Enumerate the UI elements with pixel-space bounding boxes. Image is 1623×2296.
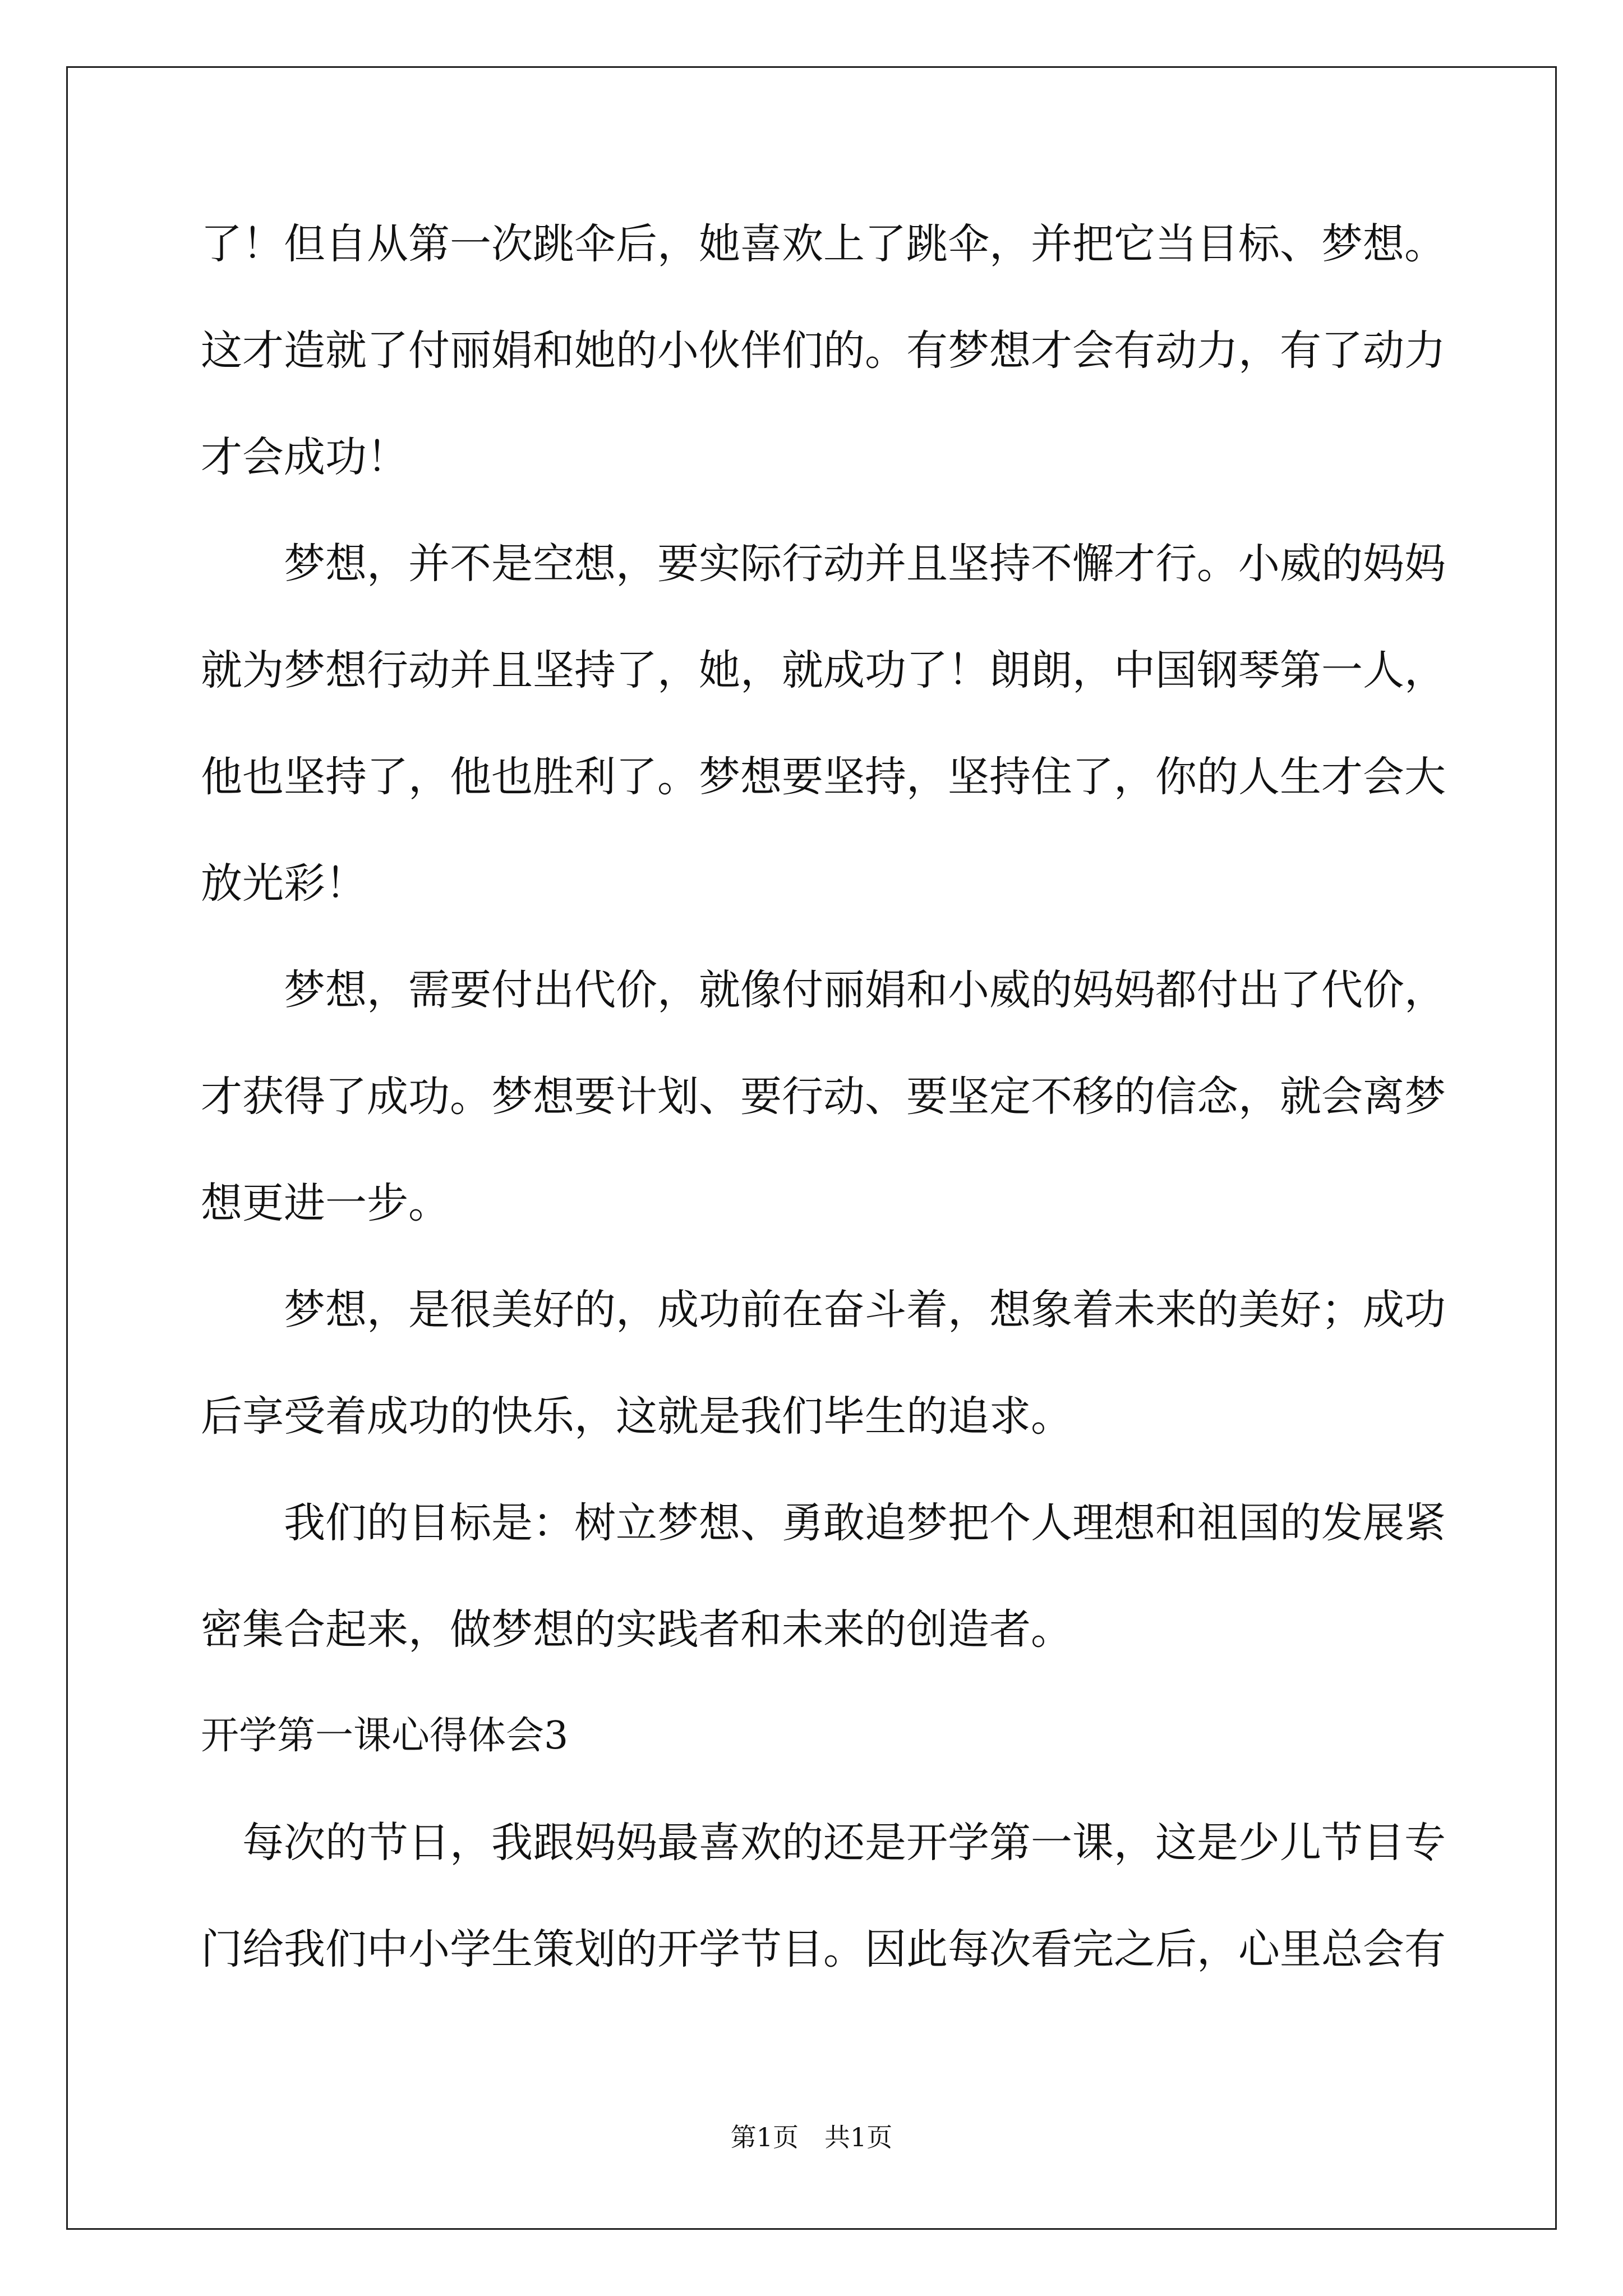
text-line: 后享受着成功的快乐，这就是我们毕生的追求。 <box>201 1392 1072 1441</box>
text-line: 梦想，并不是空想，要实际行动并且坚持不懈才行。小威的妈妈 <box>201 540 1446 588</box>
text-line: 他也坚持了，他也胜利了。梦想要坚持，坚持住了，你的人生才会大 <box>201 753 1446 801</box>
text-line: 门给我们中小学生策划的开学节目。因此每次看完之后，心里总会有 <box>201 1925 1446 1973</box>
text-line: 放光彩！ <box>201 859 367 908</box>
text-line: 才获得了成功。梦想要计划、要行动、要坚定不移的信念，就会离梦 <box>201 1073 1446 1121</box>
section-heading: 开学第一课心得体会3 <box>201 1714 569 1758</box>
document-body <box>201 191 1446 2003</box>
text-line: 密集合起来，做梦想的实践者和未来的创造者。 <box>201 1605 1072 1654</box>
page-number-footer: 第1页 共1页 <box>730 2122 893 2152</box>
text-line: 梦想，是很美好的，成功前在奋斗着，想象着未来的美好；成功 <box>201 1286 1446 1334</box>
text-line: 我们的目标是：树立梦想、勇敢追梦把个人理想和祖国的发展紧 <box>201 1499 1446 1547</box>
text-line: 每次的节日，我跟妈妈最喜欢的还是开学第一课，这是少儿节目专 <box>201 1819 1446 1867</box>
text-line: 了！但自从第一次跳伞后，她喜欢上了跳伞，并把它当目标、梦想。 <box>201 220 1446 268</box>
text-line: 就为梦想行动并且坚持了，她，就成功了！朗朗，中国钢琴第一人， <box>201 646 1446 694</box>
text-line: 这才造就了付丽娟和她的小伙伴们的。有梦想才会有动力，有了动力 <box>201 326 1446 375</box>
text-line: 梦想，需要付出代价，就像付丽娟和小威的妈妈都付出了代价， <box>201 966 1446 1014</box>
text-line: 想更进一步。 <box>201 1179 450 1227</box>
text-line: 才会成功！ <box>201 433 408 481</box>
